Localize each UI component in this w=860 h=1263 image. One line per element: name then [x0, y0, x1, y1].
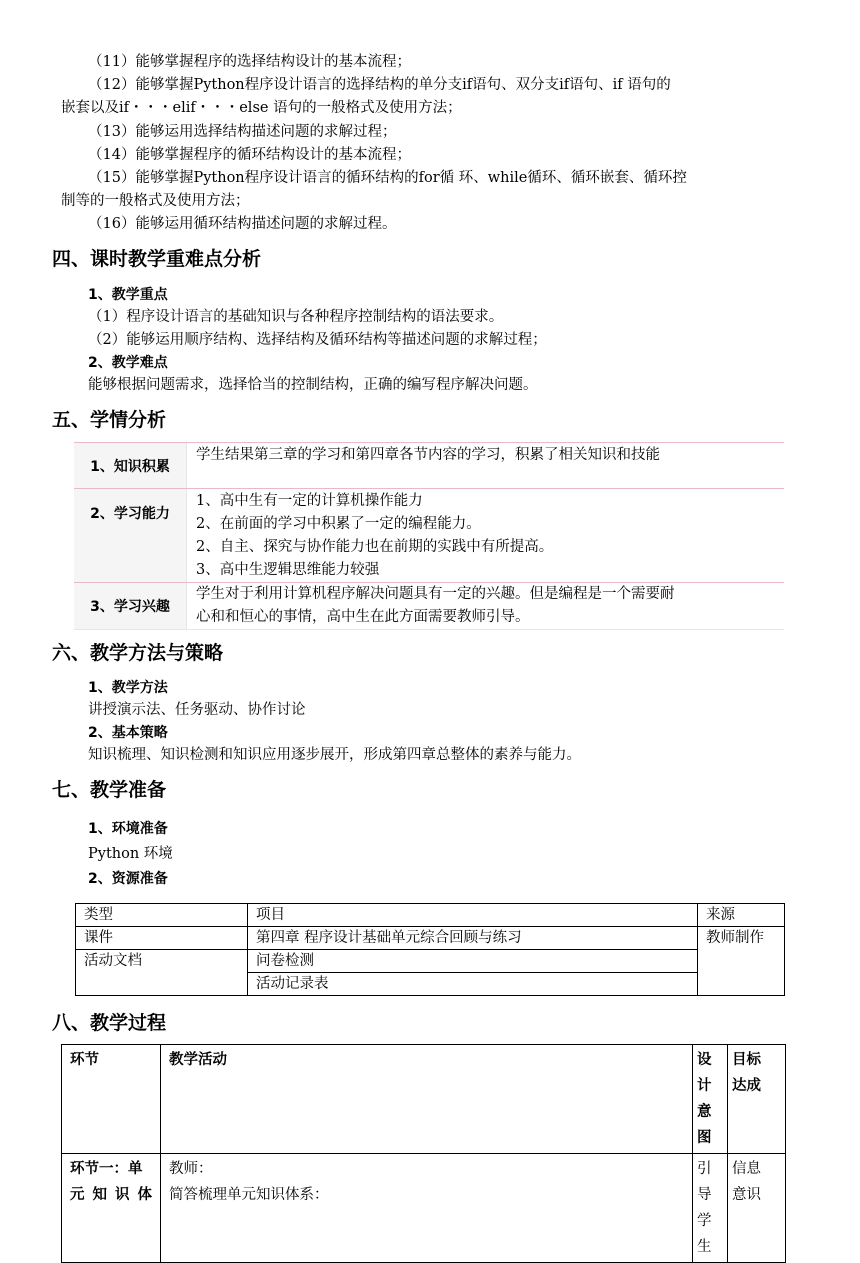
objective-14: （14）能够掌握程序的循环结构设计的基本流程；: [88, 147, 411, 163]
objective-11: （11）能够掌握程序的选择结构设计的基本流程；: [88, 54, 411, 70]
header-goal-line: 达成: [732, 1078, 761, 1094]
item-cell: 第四章 程序设计基础单元综合回顾与练习: [248, 927, 698, 950]
method-text: 讲授演示法、任务驱动、协作讨论: [88, 702, 306, 718]
header-goal-line: 目标: [732, 1052, 761, 1068]
table-header-row: [76, 904, 785, 927]
objective-15-cont: 制等的一般格式及使用方法；: [61, 193, 250, 209]
section-4-title: 四、课时教学重难点分析: [52, 248, 262, 270]
goal-cell: [728, 1154, 786, 1263]
table-row: [76, 950, 785, 973]
row-label: 3、学习兴趣: [74, 583, 187, 629]
type-cell: 活动文档: [76, 950, 248, 996]
header-stage: 环节: [62, 1045, 161, 1154]
stage-cell: [62, 1154, 161, 1263]
row-content: [196, 490, 780, 582]
header-intent-line: 设计: [697, 1052, 712, 1094]
header-item: 项目: [248, 904, 698, 927]
table-row: [76, 927, 785, 950]
strategy-text: 知识梳理、知识检测和知识应用逐步展开，形成第四章总整体的素养与能力。: [88, 747, 581, 763]
objective-12-cont: 嵌套以及if・・・elif・・・else 语句的一般格式及使用方法；: [61, 100, 462, 116]
content-line: 3、高中生逻辑思维能力较强: [196, 562, 380, 578]
difficult-heading: 2、教学难点: [88, 355, 168, 371]
content-line: 2、自主、探究与协作能力也在前期的实践中有所提高。: [196, 539, 554, 555]
objective-15: （15）能够掌握Python程序设计语言的循环结构的for循 环、while循环、循环嵌套、循环控: [88, 170, 687, 186]
section-8-title: 八、教学过程: [52, 1012, 167, 1034]
activity-line: 简答梳理单元知识体系：: [169, 1187, 329, 1203]
env-heading: 1、环境准备: [88, 821, 168, 837]
key-points-heading: 1、教学重点: [88, 287, 168, 303]
header-type: 类型: [76, 904, 248, 927]
resource-heading: 2、资源准备: [88, 871, 168, 887]
row-label: 1、知识积累: [74, 443, 187, 489]
objective-16: （16）能够运用循环结构描述问题的求解过程。: [88, 216, 397, 232]
header-source: 来源: [698, 904, 785, 927]
goal-line: 信息: [732, 1161, 761, 1177]
process-table: [61, 1044, 786, 1263]
header-intent: [693, 1045, 728, 1154]
row-label: 2、学习能力: [74, 489, 187, 583]
section-5-title: 五、学情分析: [52, 409, 167, 431]
content-line: 学生对于利用计算机程序解决问题具有一定的兴趣。但是编程是一个需要耐: [196, 586, 675, 602]
difficult-text: 能够根据问题需求，选择恰当的控制结构，正确的编写程序解决问题。: [88, 377, 538, 393]
env-text: Python 环境: [88, 846, 173, 862]
intent-line: 学生: [697, 1213, 712, 1255]
header-goal: [728, 1045, 786, 1154]
goal-line: 意识: [732, 1187, 761, 1203]
item-cell: 活动记录表: [248, 973, 698, 996]
key-point-2: （2）能够运用顺序结构、选择结构及循环结构等描述问题的求解过程；: [88, 332, 547, 348]
strategy-heading: 2、基本策略: [88, 725, 168, 741]
analysis-row-ability: [74, 488, 784, 583]
content-line: 心和和恒心的事情，高中生在此方面需要教师引导。: [196, 609, 530, 625]
objective-13: （13）能够运用选择结构描述问题的求解过程；: [88, 124, 397, 140]
section-7-title: 七、教学准备: [52, 779, 167, 801]
content-line: 1、高中生有一定的计算机操作能力: [196, 493, 423, 509]
header-intent-line: 意图: [697, 1104, 712, 1146]
table-header-row: [62, 1045, 786, 1154]
intent-line: 引导: [697, 1161, 712, 1203]
activity-line: 教师：: [169, 1161, 213, 1177]
row-content: [196, 583, 780, 629]
stage-line: 元 知 识 体: [70, 1187, 152, 1203]
method-heading: 1、教学方法: [88, 680, 168, 696]
content-line: 2、在前面的学习中积累了一定的编程能力。: [196, 516, 481, 532]
section-6-title: 六、教学方法与策略: [52, 642, 224, 664]
analysis-row-knowledge: [74, 442, 784, 489]
key-point-1: （1）程序设计语言的基础知识与各种程序控制结构的语法要求。: [88, 309, 504, 325]
source-cell: 教师制作: [698, 927, 785, 996]
type-cell: 课件: [76, 927, 248, 950]
item-cell: 问卷检测: [248, 950, 698, 973]
row-content: [196, 444, 780, 467]
objective-12: （12）能够掌握Python程序设计语言的选择结构的单分支if语句、双分支if语句、if 语句的: [88, 77, 671, 93]
table-row: [62, 1154, 786, 1263]
activity-cell: [161, 1154, 693, 1263]
resource-table: [75, 903, 785, 996]
header-activity: 教学活动: [161, 1045, 693, 1154]
content-line: 学生结果第三章的学习和第四章各节内容的学习，积累了相关知识和技能: [196, 447, 660, 463]
intent-cell: [693, 1154, 728, 1263]
stage-line: 环节一：单: [70, 1161, 143, 1177]
analysis-row-interest: [74, 582, 784, 630]
